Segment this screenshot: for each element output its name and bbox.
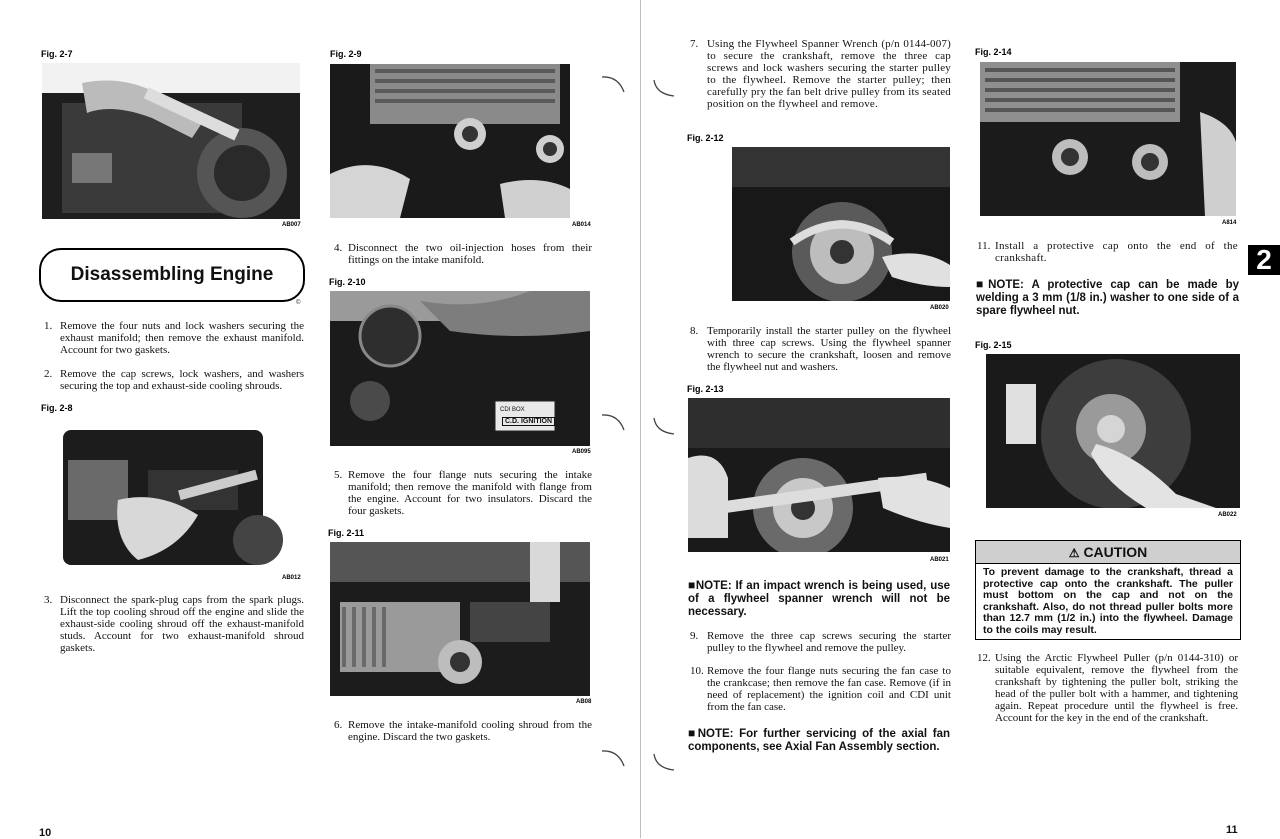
caution-title: CAUTION (1083, 544, 1148, 560)
figure-label: Fig. 2-13 (687, 384, 724, 394)
engine-photo (330, 64, 570, 218)
figure-label: Fig. 2-10 (329, 277, 366, 287)
figure-code: AB014 (572, 222, 591, 228)
page-number: 11 (1226, 824, 1238, 836)
figure-label: Fig. 2-15 (975, 340, 1012, 350)
photo-label-cd-ignition: C.D. IGNITION (502, 417, 555, 426)
caution-header (976, 541, 1240, 564)
step-item: 12. Using the Arctic Flywheel Puller (p/n 0144-310) or suitable equivalent, remove the flywheel from the crankshaft by tightening the puller bolt, striking the head of the puller bolt with a hammer, and tightening again. Repeat procedure until the flywheel is free. Account for the key in the end of the crankshaft. (977, 652, 1238, 724)
section-heading: Disassembling Engine (70, 264, 274, 285)
figure-label: Fig. 2-9 (330, 49, 362, 59)
figure-code: AB095 (572, 449, 591, 455)
binder-hole-mark (650, 750, 680, 780)
step-item: 9. Remove the three cap screws securing the starter pulley to the flywheel and remove the pulley. (690, 630, 951, 654)
copyright-mark: © (296, 300, 301, 306)
figure-code: AB012 (282, 575, 301, 581)
figure-code: AB021 (930, 557, 949, 563)
cylinder-photo (980, 62, 1236, 216)
binder-hole-mark (650, 76, 680, 106)
figure-code: AB020 (930, 305, 949, 311)
page-number: 10 (39, 827, 52, 839)
photo-label-cdi-box: CDI BOX (500, 407, 525, 413)
step-item: 8. Temporarily install the starter pulley on the flywheel with three cap screws. Using the flywheel spanner wrench to secure the crankshaft, loosen and remove the flywheel nut and washers. (690, 325, 951, 373)
flywheel-photo (732, 147, 950, 301)
binder-hole-mark (598, 746, 628, 776)
step-item: 3. Disconnect the spark-plug caps from the spark plugs. Lift the top cooling shroud off the engine and slide the exhaust-side cooling shroud off the exhaust-manifold studs. Account for two exhaust-manifold shroud gaskets. (44, 594, 304, 654)
step-item: 1. Remove the four nuts and lock washers securing the exhaust manifold; then remove the exhaust manifold. Account for two gaskets. (44, 320, 304, 356)
binder-hole-mark (650, 414, 680, 444)
figure-code: AB08 (576, 699, 592, 705)
page-spine (640, 0, 641, 838)
flywheel-puller-photo (986, 354, 1240, 508)
step-item: 5. Remove the four flange nuts securing the intake manifold; then remove the manifold with flange from the engine. Account for two insulators. Discard the four gaskets. (334, 469, 592, 517)
figure-label: Fig. 2-14 (975, 47, 1012, 57)
caution-text: To prevent damage to the crankshaft, thread a protective cap onto the crankshaft. The puller must bottom on the cap and not on the crankshaft. Also, do not thread puller bolts more than 12.7 mm (1/2 in.) into the flywheel. Damage to the coils may result. (983, 566, 1233, 636)
caution-box (975, 540, 1241, 640)
figure-code: AB007 (282, 222, 301, 228)
flywheel-photo (688, 398, 950, 552)
figure-label: Fig. 2-8 (41, 403, 73, 413)
figure-label: Fig. 2-11 (328, 528, 365, 538)
section-heading-box (39, 248, 305, 302)
binder-hole-mark (598, 72, 628, 102)
figure-label: Fig. 2-12 (687, 133, 724, 143)
step-item: 7. Using the Flywheel Spanner Wrench (p/n 0144-007) to secure the crankshaft, remove the three cap screws and lock washers securing the starter pulley to the flywheel. Remove the starter pulley; then carefully pry the fan belt drive pulley from its seated position on the flywheel and remove. (690, 38, 951, 110)
engine-photo (58, 420, 290, 570)
step-item: 2. Remove the cap screws, lock washers, and washers securing the top and exhaust-side cooling shrouds. (44, 368, 304, 392)
section-tab: 2 (1248, 245, 1280, 275)
warning-triangle-icon: ⚠ (1068, 546, 1080, 560)
note-impact-wrench: ■NOTE: If an impact wrench is being used, use of a flywheel spanner wrench will not be necessary. (688, 578, 951, 618)
engine-photo (330, 291, 590, 446)
note-axial-fan: ■NOTE: For further servicing of the axial fan components, see Axial Fan Assembly section. (688, 726, 950, 753)
step-item: 11. Install a protective cap onto the end of the crankshaft. (977, 240, 1238, 264)
figure-code: A814 (1222, 220, 1237, 226)
note-protective-cap: ■NOTE: A protective cap can be made by welding a 3 mm (1/8 in.) washer to one side of a spare flywheel nut. (976, 277, 1239, 317)
engine-photo (42, 63, 300, 219)
step-item: 6. Remove the intake-manifold cooling shroud from the engine. Discard the two gaskets. (334, 719, 592, 743)
step-item: 4. Disconnect the two oil-injection hoses from their fittings on the intake manifold. (334, 242, 592, 266)
step-item: 10. Remove the four flange nuts securing the fan case to the crankcase; then remove the fan case. Remove (if in need of replacement) the ignition coil and CDI unit from the fan case. (690, 665, 951, 713)
figure-label: Fig. 2-7 (41, 49, 73, 59)
engine-photo (330, 542, 590, 696)
binder-hole-mark (598, 410, 628, 440)
figure-code: AB022 (1218, 512, 1237, 518)
